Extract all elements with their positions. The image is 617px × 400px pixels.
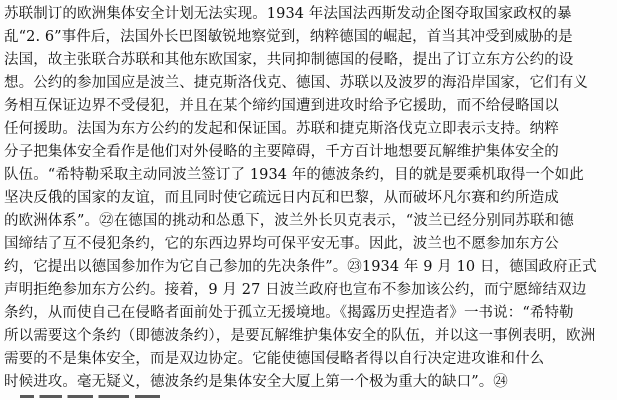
cropped-next-line [20,392,220,400]
text-line: 任何援助。法国为东方公约的发起和保证国。苏联和捷克斯洛伐克立即表示支持。纳粹 [4,121,559,137]
text-line: 务相互保证边界不受侵犯，并且在某个缔约国遭到进攻时给予它援助，而不给侵略国以 [4,98,559,114]
text-line: 法国，故主张联合苏联和其他东欧国家，共同抑制德国的侵略，提出了订立东方公约的设 [4,52,574,68]
text-line: 想。公约的参加国应是波兰、捷克斯洛伐克、德国、苏联以及波罗的海沿岸国家，它们有义 [4,75,588,91]
text-line: 队伍。“希特勒采取主动同波兰签订了 1934 年的德波条约，目的就是要乘机取得一个如此 [4,167,584,183]
text-line: 乱“2. 6”事件后，法国外长巴图敏锐地察觉到，纳粹德国的崛起，首当其冲受到威胁的是 [4,29,573,45]
text-line: 所以需要这个条约（即德波条约），是要瓦解维护集体安全的队伍，并以这一事例表明，欧洲 [4,328,596,344]
text-line: 分子把集体安全看作是他们对外侵略的主要障碍，千方百计地想要瓦解维护集体安全的 [4,144,559,160]
text-line: 的欧洲体系”。㉒在德国的挑动和怂恿下，波兰外长贝克表示，“波兰已经分别同苏联和德 [4,213,574,229]
text-line: 苏联制订的欧洲集体安全计划无法实现。1934 年法国法西斯发动企图夺取国家政权的暴 [4,6,572,22]
text-line: 坚决反俄的国家的友谊，而且同时使它疏远日内瓦和巴黎，从而破坏凡尔赛和约所造成 [4,190,559,206]
text-line: 时候进攻。毫无疑义，德波条约是集体安全大厦上第一个极为重大的缺口”。㉔ [4,374,508,390]
text-line: 国缔结了互不侵犯条约，它的东西边界均可保平安无事。因此，波兰也不愿参加东方公 [4,236,559,252]
text-line: 需要的不是集体安全，而是双边协定。它能使德国侵略者得以自行决定进攻谁和什么 [4,351,545,367]
cropped-text-fragment [20,395,160,398]
text-line: 约，它提出以德国参加作为它自己参加的先决条件”。㉓1934 年 9 月 10 日，德国政府正式 [4,259,597,275]
text-line: 条约，从而使自己在侵略者面前处于孤立无援境地。《揭露历史捏造者》一书说：“希特勒 [4,305,574,321]
text-line: 声明拒绝参加东方公约。接着，9 月 27 日波兰政府也宣布不参加该公约，而宁愿缔结双边 [4,282,587,298]
